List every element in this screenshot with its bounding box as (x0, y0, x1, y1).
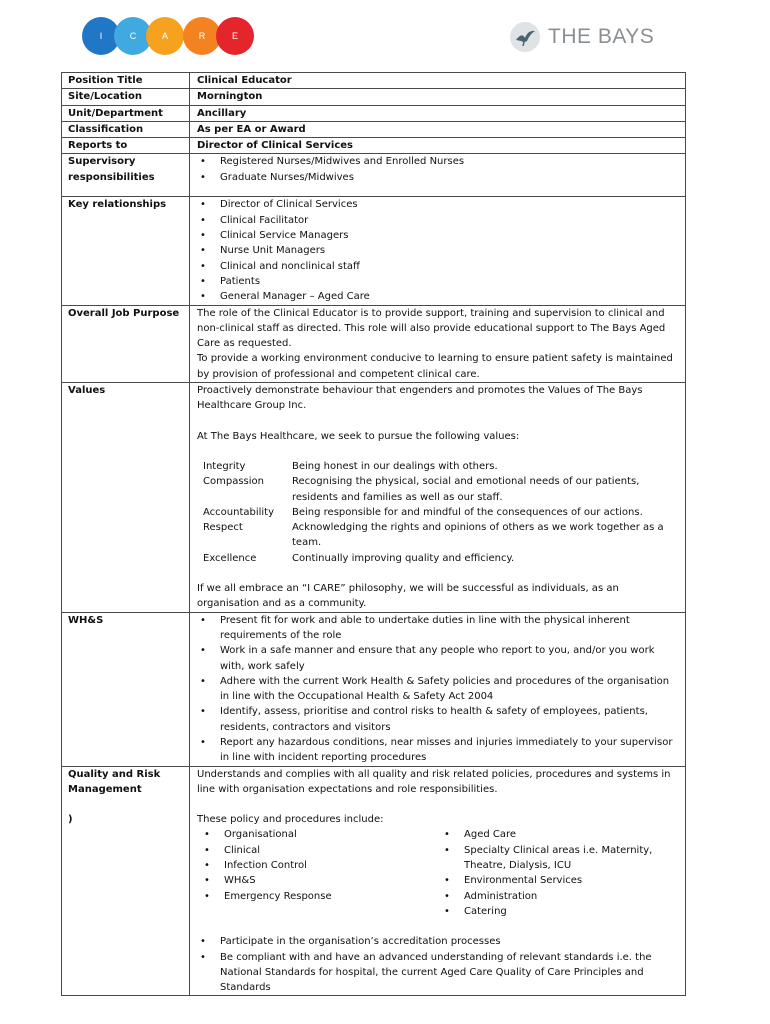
value-row (203, 551, 681, 566)
icare-circle-a: A (146, 17, 184, 55)
paragraph: To provide a working environment conducive to learning to ensure patient safety is maintained by provision of professional and competent clinical care. (197, 353, 673, 380)
list-item: • Report any hazardous conditions, near misses and injuries immediately to your supervisor in line with incident reporting procedures (197, 735, 681, 766)
table-row (62, 73, 686, 89)
page-header (0, 0, 770, 70)
table-row (62, 89, 686, 105)
list-item: • Be compliant with and have an advanced understanding of relevant standards i.e. the National Standards for hospital, the current Aged Care Quality of Care Principles and Standards (197, 950, 681, 996)
list-item: • Infection Control (201, 858, 441, 873)
value-desc: Acknowledging the rights and opinions of others as we work together as a team. (292, 522, 664, 549)
value-row (203, 520, 681, 551)
row-label: Site/Location (62, 89, 190, 105)
row-label: WH&S (62, 612, 190, 766)
paragraph: Proactively demonstrate behaviour that engenders and promotes the Values of The Bays Healthcare Group Inc. (197, 385, 643, 412)
paragraph: At The Bays Healthcare, we seek to pursue the following values: (197, 430, 520, 442)
list-item: • Nurse Unit Managers (197, 243, 681, 258)
list-item: • Registered Nurses/Midwives and Enrolled Nurses (197, 154, 681, 169)
supervisory-list (190, 154, 686, 197)
key-relationships-list (190, 197, 686, 305)
paragraph: If we all embrace an “I CARE” philosophy, we will be successful as individuals, as an organisation and as a community. (197, 583, 619, 610)
table-row (62, 383, 686, 613)
icare-circle-i: I (82, 17, 120, 55)
value-row (203, 474, 681, 505)
list-item: • Participate in the organisation’s accreditation processes (197, 934, 681, 949)
value-name: Compassion (203, 476, 264, 488)
list-item: • Organisational (201, 827, 441, 842)
list-item: • Graduate Nurses/Midwives (197, 170, 681, 185)
reports-to-value: Director of Clinical Services (190, 138, 686, 154)
paragraph: These policy and procedures include: (197, 814, 384, 826)
the-bays-logo (510, 20, 654, 54)
icare-circle-r: R (183, 17, 221, 55)
list-item: • Administration (441, 889, 681, 904)
list-item: • General Manager – Aged Care (197, 289, 681, 304)
list-item: • Clinical (201, 843, 441, 858)
list-item: • Clinical Service Managers (197, 228, 681, 243)
row-label: Unit/Department (62, 105, 190, 121)
quality-label: Quality and Risk Management (68, 768, 161, 795)
row-label: Supervisory responsibilities (62, 154, 190, 197)
row-label: Position Title (62, 73, 190, 89)
value-name: Respect (203, 522, 243, 534)
list-item: • WH&S (201, 873, 441, 888)
row-label (62, 766, 190, 996)
table-row (62, 138, 686, 154)
list-item: • Emergency Response (201, 889, 441, 904)
value-desc: Being responsible for and mindful of the consequences of our actions. (292, 506, 643, 518)
table-row (62, 154, 686, 197)
row-label: Key relationships (62, 197, 190, 305)
list-item: • Clinical Facilitator (197, 213, 681, 228)
policy-columns (197, 827, 681, 919)
values-cell (190, 383, 686, 613)
paragraph: Understands and complies with all quality and risk related policies, procedures and systems in line with organisation expectations and role responsibilities. (197, 768, 671, 795)
list-item: • Specialty Clinical areas i.e. Maternity, Theatre, Dialysis, ICU (441, 843, 681, 874)
quality-label-extra: ) (68, 814, 73, 826)
classification-value: As per EA or Award (190, 121, 686, 137)
bays-wordmark: THE BAYS (548, 25, 655, 48)
list-item: • Clinical and nonclinical staff (197, 259, 681, 274)
row-label: Classification (62, 121, 190, 137)
quality-cell (190, 766, 686, 996)
icare-circle-e: E (216, 17, 254, 55)
list-item: • Present fit for work and able to undertake duties in line with the physical inherent requirements of the role (197, 613, 681, 644)
unit-value: Ancillary (190, 105, 686, 121)
value-desc: Recognising the physical, social and emotional needs of our patients, residents and families as well as our staff. (292, 476, 640, 503)
value-name: Integrity (203, 460, 246, 472)
list-item: • Work in a safe manner and ensure that any people who report to you, and/or you work with, work safely (197, 643, 681, 674)
list-item: • Catering (441, 904, 681, 919)
table-row (62, 305, 686, 382)
list-item: • Aged Care (441, 827, 681, 842)
values-list (203, 459, 681, 566)
whs-list (190, 612, 686, 766)
list-item: • Patients (197, 274, 681, 289)
value-name: Accountability (203, 506, 275, 518)
value-desc: Continually improving quality and efficiency. (292, 552, 515, 564)
value-name: Excellence (203, 552, 257, 564)
value-row (203, 459, 681, 474)
table-row (62, 612, 686, 766)
row-label: Overall Job Purpose (62, 305, 190, 382)
bird-icon (510, 22, 540, 52)
list-item: • Environmental Services (441, 873, 681, 888)
overall-purpose-text (190, 305, 686, 382)
position-description-table (61, 72, 686, 996)
table-row (62, 766, 686, 996)
list-item: • Adhere with the current Work Health & Safety policies and procedures of the organisation in line with the Occupational Health & Safety Act 2004 (197, 674, 681, 705)
list-item: • Director of Clinical Services (197, 197, 681, 212)
table-row (62, 105, 686, 121)
position-title-value: Clinical Educator (190, 73, 686, 89)
value-row (203, 505, 681, 520)
list-item: • Identify, assess, prioritise and control risks to health & safety of employees, patients, residents, contractors and visitors (197, 704, 681, 735)
table-row (62, 197, 686, 305)
row-label: Reports to (62, 138, 190, 154)
value-desc: Being honest in our dealings with others. (292, 460, 498, 472)
site-value: Mornington (190, 89, 686, 105)
table-row (62, 121, 686, 137)
paragraph: The role of the Clinical Educator is to provide support, training and supervision to clinical and non-clinical staff as directed. This role will also provide educational support to The Bays Aged Care as requested. (197, 307, 666, 350)
icare-circle-c: C (114, 17, 152, 55)
row-label: Values (62, 383, 190, 613)
